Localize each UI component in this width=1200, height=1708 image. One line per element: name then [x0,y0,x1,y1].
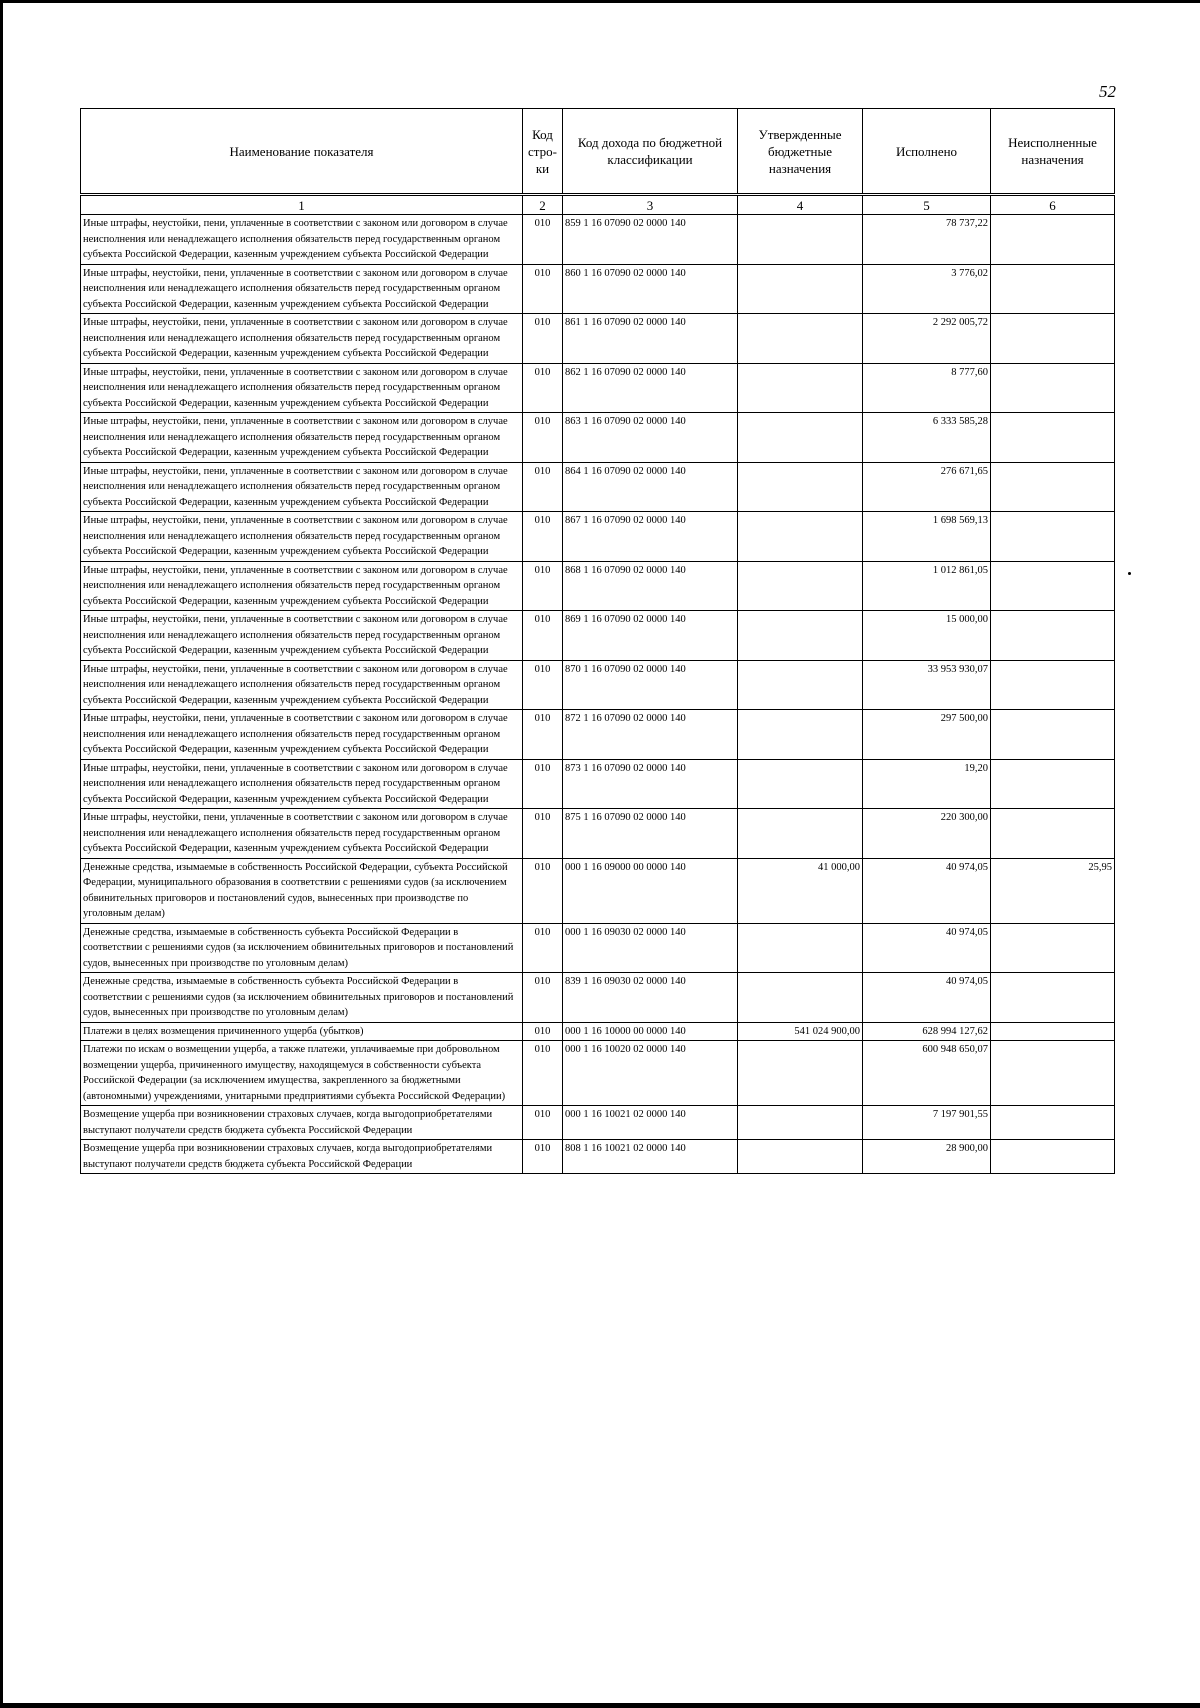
indicator-name: Иные штрафы, неустойки, пени, уплаченные в соответствии с законом или договором в случае неисполнения или ненадлежащего исполнения обязательств перед государственным органом субъекта Российской Федерации, казенным учреждением субъекта Российской Федерации [81,215,523,265]
table-row [81,1041,1115,1106]
line-code: 010 [523,314,563,364]
unexecuted-amount [991,462,1115,512]
indicator-name: Возмещение ущерба при возникновении страховых случаев, когда выгодоприобретателями выступают получатели средств бюджета субъекта Российской Федерации [81,1140,523,1174]
line-code: 010 [523,710,563,760]
table-row [81,1022,1115,1041]
col-header-unexecuted: Неисполненные назначения [991,109,1115,195]
line-code: 010 [523,759,563,809]
approved-amount [738,512,863,562]
approved-amount [738,462,863,512]
income-code: 859 1 16 07090 02 0000 140 [563,215,738,265]
income-code: 000 1 16 10000 00 0000 140 [563,1022,738,1041]
executed-amount: 40 974,05 [863,858,991,923]
income-code: 868 1 16 07090 02 0000 140 [563,561,738,611]
unexecuted-amount: 25,95 [991,858,1115,923]
line-code: 010 [523,973,563,1023]
income-code: 862 1 16 07090 02 0000 140 [563,363,738,413]
table-row [81,923,1115,973]
unexecuted-amount [991,710,1115,760]
unexecuted-amount [991,512,1115,562]
executed-amount: 33 953 930,07 [863,660,991,710]
scan-edge-top [0,0,1200,3]
income-code: 861 1 16 07090 02 0000 140 [563,314,738,364]
unexecuted-amount [991,413,1115,463]
table-row [81,973,1115,1023]
table-row [81,611,1115,661]
table-row [81,512,1115,562]
unexecuted-amount [991,611,1115,661]
unexecuted-amount [991,1140,1115,1174]
executed-amount: 628 994 127,62 [863,1022,991,1041]
line-code: 010 [523,1140,563,1174]
executed-amount: 40 974,05 [863,923,991,973]
unexecuted-amount [991,1106,1115,1140]
indicator-name: Иные штрафы, неустойки, пени, уплаченные в соответствии с законом или договором в случае неисполнения или ненадлежащего исполнения обязательств перед государственным органом субъекта Российской Федерации, казенным учреждением субъекта Российской Федерации [81,363,523,413]
col-number: 2 [523,195,563,215]
indicator-name: Иные штрафы, неустойки, пени, уплаченные в соответствии с законом или договором в случае неисполнения или ненадлежащего исполнения обязательств перед государственным органом субъекта Российской Федерации, казенным учреждением субъекта Российской Федерации [81,264,523,314]
executed-amount: 2 292 005,72 [863,314,991,364]
col-number: 1 [81,195,523,215]
approved-amount [738,1041,863,1106]
indicator-name: Платежи по искам о возмещении ущерба, а также платежи, уплачиваемые при добровольном возмещении ущерба, причиненного имуществу, находящемуся в собственности субъекта Российской Федерации (за исключением имущества, закрепленного за бюджетными (автономными) учреждениями, унитарными предприятиями субъекта Российской Федерации) [81,1041,523,1106]
unexecuted-amount [991,923,1115,973]
indicator-name: Иные штрафы, неустойки, пени, уплаченные в соответствии с законом или договором в случае неисполнения или ненадлежащего исполнения обязательств перед государственным органом субъекта Российской Федерации, казенным учреждением субъекта Российской Федерации [81,462,523,512]
scan-edge-left [0,0,3,1708]
approved-amount [738,611,863,661]
income-code: 875 1 16 07090 02 0000 140 [563,809,738,859]
line-code: 010 [523,413,563,463]
unexecuted-amount [991,809,1115,859]
income-code: 000 1 16 10021 02 0000 140 [563,1106,738,1140]
line-code: 010 [523,660,563,710]
approved-amount [738,809,863,859]
income-code: 000 1 16 10020 02 0000 140 [563,1041,738,1106]
executed-amount: 7 197 901,55 [863,1106,991,1140]
scan-speck [1128,572,1131,575]
approved-amount: 41 000,00 [738,858,863,923]
executed-amount: 19,20 [863,759,991,809]
table-row [81,264,1115,314]
income-code: 860 1 16 07090 02 0000 140 [563,264,738,314]
executed-amount: 40 974,05 [863,973,991,1023]
income-code: 864 1 16 07090 02 0000 140 [563,462,738,512]
col-number: 5 [863,195,991,215]
indicator-name: Возмещение ущерба при возникновении страховых случаев, когда выгодоприобретателями выступают получатели средств бюджета субъекта Российской Федерации [81,1106,523,1140]
indicator-name: Иные штрафы, неустойки, пени, уплаченные в соответствии с законом или договором в случае неисполнения или ненадлежащего исполнения обязательств перед государственным органом субъекта Российской Федерации, казенным учреждением субъекта Российской Федерации [81,710,523,760]
table-row [81,660,1115,710]
indicator-name: Иные штрафы, неустойки, пени, уплаченные в соответствии с законом или договором в случае неисполнения или ненадлежащего исполнения обязательств перед государственным органом субъекта Российской Федерации, казенным учреждением субъекта Российской Федерации [81,809,523,859]
approved-amount [738,363,863,413]
unexecuted-amount [991,660,1115,710]
report-body [81,215,1115,1174]
col-number: 4 [738,195,863,215]
indicator-name: Иные штрафы, неустойки, пени, уплаченные в соответствии с законом или договором в случае неисполнения или ненадлежащего исполнения обязательств перед государственным органом субъекта Российской Федерации, казенным учреждением субъекта Российской Федерации [81,561,523,611]
line-code: 010 [523,611,563,661]
approved-amount [738,973,863,1023]
executed-amount: 78 737,22 [863,215,991,265]
unexecuted-amount [991,1022,1115,1041]
col-number: 3 [563,195,738,215]
unexecuted-amount [991,264,1115,314]
table-row [81,561,1115,611]
line-code: 010 [523,561,563,611]
indicator-name: Иные штрафы, неустойки, пени, уплаченные в соответствии с законом или договором в случае неисполнения или ненадлежащего исполнения обязательств перед государственным органом субъекта Российской Федерации, казенным учреждением субъекта Российской Федерации [81,314,523,364]
executed-amount: 8 777,60 [863,363,991,413]
line-code: 010 [523,215,563,265]
table-row [81,363,1115,413]
unexecuted-amount [991,314,1115,364]
header-row [81,109,1115,195]
approved-amount [738,561,863,611]
income-code: 000 1 16 09000 00 0000 140 [563,858,738,923]
income-code: 867 1 16 07090 02 0000 140 [563,512,738,562]
indicator-name: Иные штрафы, неустойки, пени, уплаченные в соответствии с законом или договором в случае неисполнения или ненадлежащего исполнения обязательств перед государственным органом субъекта Российской Федерации, казенным учреждением субъекта Российской Федерации [81,512,523,562]
income-code: 873 1 16 07090 02 0000 140 [563,759,738,809]
col-header-executed: Исполнено [863,109,991,195]
table-row [81,314,1115,364]
approved-amount [738,264,863,314]
line-code: 010 [523,1106,563,1140]
scan-edge-bottom [0,1703,1200,1708]
executed-amount: 6 333 585,28 [863,413,991,463]
executed-amount: 276 671,65 [863,462,991,512]
executed-amount: 1 698 569,13 [863,512,991,562]
line-code: 010 [523,512,563,562]
indicator-name: Иные штрафы, неустойки, пени, уплаченные в соответствии с законом или договором в случае неисполнения или ненадлежащего исполнения обязательств перед государственным органом субъекта Российской Федерации, казенным учреждением субъекта Российской Федерации [81,759,523,809]
unexecuted-amount [991,215,1115,265]
col-header-line-code: Код стро-ки [523,109,563,195]
col-header-name: Наименование показателя [81,109,523,195]
income-code: 869 1 16 07090 02 0000 140 [563,611,738,661]
income-code: 872 1 16 07090 02 0000 140 [563,710,738,760]
unexecuted-amount [991,363,1115,413]
table-row [81,413,1115,463]
unexecuted-amount [991,561,1115,611]
income-code: 000 1 16 09030 02 0000 140 [563,923,738,973]
income-code: 808 1 16 10021 02 0000 140 [563,1140,738,1174]
line-code: 010 [523,923,563,973]
approved-amount [738,413,863,463]
executed-amount: 3 776,02 [863,264,991,314]
table-row [81,1140,1115,1174]
approved-amount [738,215,863,265]
executed-amount: 297 500,00 [863,710,991,760]
executed-amount: 220 300,00 [863,809,991,859]
approved-amount [738,710,863,760]
approved-amount: 541 024 900,00 [738,1022,863,1041]
approved-amount [738,660,863,710]
line-code: 010 [523,363,563,413]
income-code: 863 1 16 07090 02 0000 140 [563,413,738,463]
line-code: 010 [523,809,563,859]
line-code: 010 [523,462,563,512]
table-row [81,809,1115,859]
approved-amount [738,923,863,973]
table-row [81,759,1115,809]
income-code: 870 1 16 07090 02 0000 140 [563,660,738,710]
col-header-approved: Утвержденные бюджетные назначения [738,109,863,195]
table-row [81,858,1115,923]
unexecuted-amount [991,973,1115,1023]
budget-report-table [80,108,1115,1174]
executed-amount: 600 948 650,07 [863,1041,991,1106]
indicator-name: Денежные средства, изымаемые в собственность субъекта Российской Федерации в соответствии с решениями судов (за исключением обвинительных приговоров и постановлений судов, вынесенных при производстве по уголовным делам) [81,973,523,1023]
unexecuted-amount [991,759,1115,809]
approved-amount [738,759,863,809]
indicator-name: Платежи в целях возмещения причиненного ущерба (убытков) [81,1022,523,1041]
table-row [81,710,1115,760]
indicator-name: Денежные средства, изымаемые в собственность Российской Федерации, субъекта Российской Федерации, муниципального образования в соответствии с решениями судов (за исключением обвинительных приговоров и постановлений судов, вынесенных при производстве по уголовным делам) [81,858,523,923]
indicator-name: Иные штрафы, неустойки, пени, уплаченные в соответствии с законом или договором в случае неисполнения или ненадлежащего исполнения обязательств перед государственным органом субъекта Российской Федерации, казенным учреждением субъекта Российской Федерации [81,660,523,710]
indicator-name: Денежные средства, изымаемые в собственность субъекта Российской Федерации в соответствии с решениями судов (за исключением обвинительных приговоров и постановлений судов, вынесенных при производстве по уголовным делам) [81,923,523,973]
executed-amount: 1 012 861,05 [863,561,991,611]
executed-amount: 28 900,00 [863,1140,991,1174]
approved-amount [738,1140,863,1174]
line-code: 010 [523,858,563,923]
table-row [81,462,1115,512]
line-code: 010 [523,1041,563,1106]
executed-amount: 15 000,00 [863,611,991,661]
table-row [81,1106,1115,1140]
line-code: 010 [523,1022,563,1041]
approved-amount [738,314,863,364]
col-number: 6 [991,195,1115,215]
indicator-name: Иные штрафы, неустойки, пени, уплаченные в соответствии с законом или договором в случае неисполнения или ненадлежащего исполнения обязательств перед государственным органом субъекта Российской Федерации, казенным учреждением субъекта Российской Федерации [81,611,523,661]
table-row [81,215,1115,265]
line-code: 010 [523,264,563,314]
unexecuted-amount [991,1041,1115,1106]
income-code: 839 1 16 09030 02 0000 140 [563,973,738,1023]
column-number-row [81,195,1115,215]
page-number: 52 [1099,82,1116,101]
col-header-income-code: Код дохода по бюджетной классификации [563,109,738,195]
indicator-name: Иные штрафы, неустойки, пени, уплаченные в соответствии с законом или договором в случае неисполнения или ненадлежащего исполнения обязательств перед государственным органом субъекта Российской Федерации, казенным учреждением субъекта Российской Федерации [81,413,523,463]
approved-amount [738,1106,863,1140]
